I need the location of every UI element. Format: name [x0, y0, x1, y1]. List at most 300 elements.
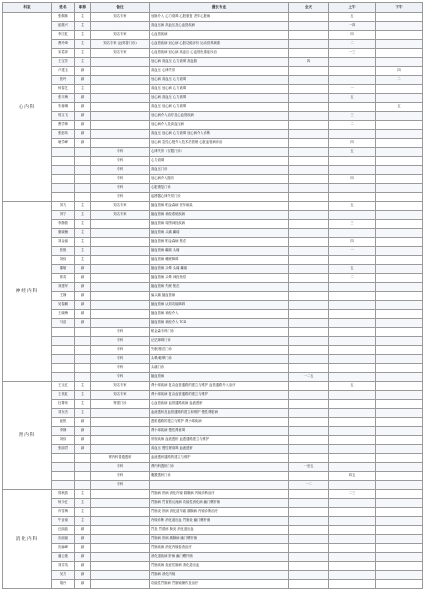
doctor-title-cell: 主: [75, 40, 91, 49]
afternoon-cell: [376, 274, 423, 283]
morning-cell: [329, 427, 376, 436]
all-day-cell: [289, 292, 329, 301]
doctor-title-cell: 主: [75, 13, 91, 22]
note-cell: [91, 112, 150, 121]
doctor-name-cell: 张玲: [52, 76, 75, 85]
note-cell: 知名专家: [91, 202, 150, 211]
note-cell: [91, 274, 150, 283]
table-row: [3, 571, 423, 580]
morning-cell: 五: [329, 148, 376, 157]
specialty-cell: 心血管疾病: [150, 31, 289, 40]
specialty-cell: 肾小球疾病 复杂血管通路的建立与维护 血管通路介入治疗: [150, 382, 289, 391]
all-day-cell: [289, 112, 329, 121]
note-cell: [91, 94, 150, 103]
specialty-cell: 胃肠疾病 消化内镜检查治疗: [150, 544, 289, 553]
afternoon-cell: [376, 463, 423, 472]
specialty-cell: 脑血管病 帕金森病 焦虑: [150, 238, 289, 247]
note-cell: 专科: [91, 157, 150, 166]
doctor-name-cell: 耿学峰: [52, 139, 75, 148]
note-cell: 专科: [91, 328, 150, 337]
afternoon-cell: [376, 238, 423, 247]
note-cell: [91, 436, 150, 445]
table-row: [3, 328, 423, 337]
afternoon-cell: [376, 382, 423, 391]
table-row: [3, 463, 423, 472]
afternoon-cell: [376, 220, 423, 229]
afternoon-cell: [376, 517, 423, 526]
morning-cell: 五: [329, 265, 376, 274]
doctor-title-cell: 副: [75, 427, 91, 436]
specialty-cell: 高血压门诊: [150, 166, 289, 175]
doctor-title-cell: 副: [75, 571, 91, 580]
note-cell: [91, 517, 150, 526]
table-row: [3, 148, 423, 157]
specialty-cell: 胃肠病 肝病 消化内镜 胰腺病 内镜诊断治疗: [150, 490, 289, 499]
table-row: [3, 409, 423, 418]
doctor-name-cell: [52, 166, 75, 175]
table-row: [3, 454, 423, 463]
morning-cell: [329, 400, 376, 409]
doctor-name-cell: 张佩林: [52, 13, 75, 22]
doctor-name-cell: 刘东杰: [52, 409, 75, 418]
doctor-name-cell: [52, 328, 75, 337]
note-cell: [91, 229, 150, 238]
specialty-cell: 冠心病 高血压 心力衰竭: [150, 76, 289, 85]
table-row: [3, 436, 423, 445]
afternoon-cell: [376, 139, 423, 148]
morning-cell: [329, 130, 376, 139]
afternoon-cell: [376, 292, 423, 301]
all-day-cell: [289, 193, 329, 202]
all-day-cell: [289, 148, 329, 157]
morning-cell: [329, 562, 376, 571]
table-row: [3, 40, 423, 49]
doctor-name-cell: [52, 364, 75, 373]
all-day-cell: [289, 211, 329, 220]
all-day-cell: [289, 535, 329, 544]
table-row: [3, 391, 423, 400]
header-dept: 科室: [3, 3, 52, 13]
specialty-cell: 头痛门诊: [150, 364, 289, 373]
table-row: [3, 121, 423, 130]
all-day-cell: 一二: [289, 481, 329, 490]
all-day-cell: [289, 508, 329, 517]
specialty-cell: 心律失常（仅限门诊）: [150, 148, 289, 157]
doctor-name-cell: 杨少红: [52, 499, 75, 508]
note-cell: 专科: [91, 175, 150, 184]
morning-cell: [329, 553, 376, 562]
doctor-title-cell: 主: [75, 508, 91, 517]
doctor-title-cell: 副: [75, 67, 91, 76]
table-row: [3, 166, 423, 175]
doctor-name-cell: 杨春艺: [52, 85, 75, 94]
morning-cell: 四: [329, 139, 376, 148]
morning-cell: [329, 418, 376, 427]
table-row: [3, 193, 423, 202]
doctor-title-cell: 主: [75, 247, 91, 256]
morning-cell: [329, 499, 376, 508]
morning-cell: [329, 355, 376, 364]
table-row: [3, 49, 423, 58]
table-row: [3, 553, 423, 562]
morning-cell: 一三: [329, 49, 376, 58]
table-row: [3, 76, 423, 85]
doctor-title-cell: 副: [75, 103, 91, 112]
afternoon-cell: [376, 283, 423, 292]
afternoon-cell: [376, 202, 423, 211]
doctor-name-cell: 卢建玉: [52, 67, 75, 76]
note-cell: 肾内科普通透析: [91, 454, 150, 463]
afternoon-cell: [376, 49, 423, 58]
afternoon-cell: [376, 526, 423, 535]
afternoon-cell: [376, 247, 423, 256]
specialty-cell: 透析通路的建立与维护 肾小球疾病: [150, 418, 289, 427]
doctor-name-cell: [52, 454, 75, 463]
doctor-name-cell: 王宝芳: [52, 58, 75, 67]
table-row: [3, 310, 423, 319]
table-row: [3, 229, 423, 238]
note-cell: [91, 445, 150, 454]
afternoon-cell: [376, 436, 423, 445]
note-cell: [91, 526, 150, 535]
all-day-cell: [289, 49, 329, 58]
morning-cell: [329, 373, 376, 382]
note-cell: [91, 58, 150, 67]
morning-cell: 三: [329, 220, 376, 229]
all-day-cell: 四: [289, 58, 329, 67]
doctor-title-cell: 副: [75, 526, 91, 535]
doctor-title-cell: [75, 481, 91, 490]
doctor-name-cell: 崔继兴: [52, 22, 75, 31]
table-row: [3, 85, 423, 94]
specialty-cell: 胃肠炎 肝病 消化道早癌 胰腺病 内镜诊断治疗: [150, 508, 289, 517]
doctor-name-cell: [52, 481, 75, 490]
doctor-title-cell: 主: [75, 256, 91, 265]
note-cell: [91, 76, 150, 85]
morning-cell: [329, 211, 376, 220]
doctor-title-cell: [75, 148, 91, 157]
doctor-name-cell: 刘伟: [52, 436, 75, 445]
morning-cell: 三: [329, 112, 376, 121]
note-cell: 知名专家: [91, 382, 150, 391]
table-row: [3, 157, 423, 166]
note-cell: 专科: [91, 148, 150, 157]
doctor-title-cell: 副: [75, 283, 91, 292]
doctor-name-cell: 汪丽晶: [52, 526, 75, 535]
morning-cell: [329, 526, 376, 535]
note-cell: 专科: [91, 472, 150, 481]
doctor-title-cell: [75, 454, 91, 463]
specialty-cell: 心血管疾病 血管通路疾病 血液透析: [150, 400, 289, 409]
all-day-cell: [289, 265, 329, 274]
doctor-name-cell: [52, 175, 75, 184]
doctor-title-cell: [75, 166, 91, 175]
specialty-cell: 脑血管病 癫痫 头痛: [150, 247, 289, 256]
table-row: [3, 490, 423, 499]
all-day-cell: [289, 427, 329, 436]
note-cell: [91, 310, 150, 319]
doctor-title-cell: [75, 184, 91, 193]
doctor-name-cell: 刘力: [52, 202, 75, 211]
afternoon-cell: [376, 175, 423, 184]
specialty-cell: 冠脉介入 心力衰竭 心脏康复 老年心脏病: [150, 13, 289, 22]
specialty-cell: 脑血管病 神经系统疾病: [150, 211, 289, 220]
doctor-title-cell: [75, 355, 91, 364]
doctor-name-cell: 王英虹: [52, 391, 75, 400]
morning-cell: [329, 409, 376, 418]
afternoon-cell: [376, 58, 423, 67]
note-cell: 知名专家: [91, 211, 150, 220]
all-day-cell: [289, 571, 329, 580]
afternoon-cell: [376, 571, 423, 580]
table-row: [3, 562, 423, 571]
doctor-title-cell: [75, 193, 91, 202]
doctor-title-cell: [75, 373, 91, 382]
morning-cell: [329, 184, 376, 193]
afternoon-cell: [376, 301, 423, 310]
doctor-title-cell: 主: [75, 499, 91, 508]
afternoon-cell: [376, 364, 423, 373]
table-row: [3, 139, 423, 148]
note-cell: 专科: [91, 193, 150, 202]
morning-cell: [329, 58, 376, 67]
table-row: [3, 67, 423, 76]
all-day-cell: [289, 517, 329, 526]
afternoon-cell: [376, 355, 423, 364]
doctor-name-cell: [52, 373, 75, 382]
all-day-cell: [289, 400, 329, 409]
note-cell: [91, 238, 150, 247]
all-day-cell: [289, 580, 329, 589]
all-day-cell: [289, 256, 329, 265]
doctor-title-cell: 副: [75, 112, 91, 121]
specialty-cell: 冠心病介入治疗及心血管疾病: [150, 112, 289, 121]
specialty-cell: 脑血管病 帕金森病 老年痴呆: [150, 202, 289, 211]
all-day-cell: [289, 499, 329, 508]
table-row: [3, 580, 423, 589]
specialty-cell: 偏头痛 脑血管病: [150, 292, 289, 301]
afternoon-cell: [376, 562, 423, 571]
note-cell: [91, 67, 150, 76]
doctor-name-cell: 刘金丽: [52, 238, 75, 247]
note-cell: 专科: [91, 337, 150, 346]
morning-cell: 五: [329, 202, 376, 211]
table-row: [3, 364, 423, 373]
doctor-name-cell: 郭英: [52, 274, 75, 283]
all-day-cell: [289, 40, 329, 49]
afternoon-cell: [376, 373, 423, 382]
specialty-cell: 脑血管病 神经介入: [150, 310, 289, 319]
table-row: [3, 202, 423, 211]
specialty-cell: 冠心病 高血压 心力衰竭: [150, 94, 289, 103]
all-day-cell: [289, 31, 329, 40]
afternoon-cell: [376, 427, 423, 436]
afternoon-cell: [376, 22, 423, 31]
note-cell: [91, 571, 150, 580]
all-day-cell: [289, 94, 329, 103]
note-cell: 知名专家: [91, 49, 150, 58]
all-day-cell: [289, 310, 329, 319]
morning-cell: [329, 508, 376, 517]
all-day-cell: [289, 202, 329, 211]
table-row: [3, 535, 423, 544]
doctor-name-cell: 马浩: [52, 319, 75, 328]
afternoon-cell: [376, 166, 423, 175]
specialty-cell: [150, 481, 289, 490]
morning-cell: 一: [329, 85, 376, 94]
specialty-cell: 脑血管病 睡眠障碍: [150, 256, 289, 265]
doctor-title-cell: 主: [75, 202, 91, 211]
table-row: [3, 112, 423, 121]
morning-cell: [329, 571, 376, 580]
doctor-title-cell: 副: [75, 265, 91, 274]
afternoon-cell: [376, 13, 423, 22]
morning-cell: 五: [329, 94, 376, 103]
table-row: [3, 265, 423, 274]
table-row: [3, 22, 423, 31]
note-cell: [91, 553, 150, 562]
all-day-cell: [289, 22, 329, 31]
doctor-title-cell: 主: [75, 490, 91, 499]
afternoon-cell: [376, 31, 423, 40]
doctor-title-cell: 主: [75, 211, 91, 220]
specialty-cell: 失眠/焦虑门诊: [150, 346, 289, 355]
doctor-title-cell: [75, 175, 91, 184]
doctor-title-cell: 副: [75, 274, 91, 283]
afternoon-cell: [376, 472, 423, 481]
specialty-cell: 胃肠疾病 炎症性肠病 消化道出血: [150, 562, 289, 571]
specialty-cell: 脑血管病 神经介入 TCD: [150, 319, 289, 328]
table-row: [3, 481, 423, 490]
note-cell: [91, 499, 150, 508]
note-cell: [91, 301, 150, 310]
table-row: [3, 283, 423, 292]
afternoon-cell: [376, 40, 423, 49]
specialty-cell: 胃炎 胃溃疡 肠炎 消化道出血: [150, 526, 289, 535]
afternoon-cell: [376, 256, 423, 265]
doctor-name-cell: 牛亚南: [52, 517, 75, 526]
doctor-name-cell: [52, 346, 75, 355]
morning-cell: 四: [329, 175, 376, 184]
specialty-cell: 胃肠病 胃食管反流病 功能性消化病 幽门螺杆菌: [150, 499, 289, 508]
all-day-cell: [289, 445, 329, 454]
table-row: [3, 238, 423, 247]
all-day-cell: [289, 346, 329, 355]
table-row: [3, 247, 423, 256]
morning-cell: [329, 481, 376, 490]
doctor-title-cell: [75, 157, 91, 166]
table-row: [3, 175, 423, 184]
afternoon-cell: [376, 580, 423, 589]
specialty-cell: 冠心病 急性心梗介入技术后管理 心脏血管病诊治: [150, 139, 289, 148]
table-row: [3, 400, 423, 409]
header-afternoon: 下午: [376, 3, 423, 13]
morning-cell: 五: [329, 382, 376, 391]
note-cell: [91, 121, 150, 130]
doctor-title-cell: 主: [75, 400, 91, 409]
specialty-cell: 内镜诊断 消化道出血 胃肠炎 幽门螺杆菌: [150, 517, 289, 526]
doctor-title-cell: 主: [75, 49, 91, 58]
doctor-name-cell: 宋葛萍: [52, 49, 75, 58]
doctor-title-cell: 主: [75, 238, 91, 247]
specialty-cell: 帕金森专科门诊: [150, 328, 289, 337]
all-day-cell: [289, 247, 329, 256]
note-cell: [91, 535, 150, 544]
doctor-title-cell: 副: [75, 535, 91, 544]
morning-cell: [329, 193, 376, 202]
doctor-name-cell: 张彭玮: [52, 130, 75, 139]
morning-cell: 四: [329, 31, 376, 40]
specialty-cell: 消化道疾病 肝病 幽门螺杆菌: [150, 553, 289, 562]
doctor-title-cell: 主: [75, 31, 91, 40]
afternoon-cell: [376, 130, 423, 139]
table-row: [3, 319, 423, 328]
all-day-cell: [289, 13, 329, 22]
doctor-title-cell: 副: [75, 121, 91, 130]
note-cell: [91, 418, 150, 427]
all-day-cell: [289, 157, 329, 166]
morning-cell: [329, 292, 376, 301]
note-cell: 专科: [91, 373, 150, 382]
specialty-cell: 高血压 冠心病 心力衰竭: [150, 85, 289, 94]
header-note: 备注: [91, 3, 150, 13]
specialty-cell: 头晕/眩晕门诊: [150, 355, 289, 364]
afternoon-cell: [376, 229, 423, 238]
afternoon-cell: [376, 85, 423, 94]
specialty-cell: 心脏康复门诊: [150, 184, 289, 193]
doctor-title-cell: 主: [75, 229, 91, 238]
table-row: [3, 220, 423, 229]
note-cell: [91, 508, 150, 517]
morning-cell: [329, 535, 376, 544]
doctor-name-cell: 张艳: [52, 247, 75, 256]
table-row: [3, 301, 423, 310]
doctor-name-cell: [52, 148, 75, 157]
afternoon-cell: [376, 157, 423, 166]
afternoon-cell: [376, 418, 423, 427]
header-specialty: 擅长专业: [150, 3, 289, 13]
morning-cell: 二: [329, 121, 376, 130]
schedule-body: [3, 13, 423, 589]
afternoon-cell: [376, 481, 423, 490]
specialty-cell: 脑血管病 头痛 癫痫: [150, 229, 289, 238]
doctor-title-cell: 主: [75, 22, 91, 31]
morning-cell: [329, 310, 376, 319]
note-cell: [91, 562, 150, 571]
all-day-cell: [289, 436, 329, 445]
table-row: [3, 427, 423, 436]
doctor-name-cell: 张丽君: [52, 445, 75, 454]
all-day-cell: [289, 382, 329, 391]
afternoon-cell: [376, 148, 423, 157]
note-cell: 专科: [91, 166, 150, 175]
doctor-name-cell: 朱蓉琳: [52, 103, 75, 112]
doctor-title-cell: 主: [75, 58, 91, 67]
specialty-cell: 脑血管病 失眠 焦虑: [150, 283, 289, 292]
doctor-title-cell: 副: [75, 130, 91, 139]
afternoon-cell: [376, 184, 423, 193]
doctor-name-cell: [52, 337, 75, 346]
specialty-cell: 血液透析通路的建立与维护: [150, 454, 289, 463]
specialty-cell: 腹膜透析门诊: [150, 472, 289, 481]
afternoon-cell: [376, 544, 423, 553]
afternoon-cell: [376, 490, 423, 499]
note-cell: [91, 319, 150, 328]
doctor-name-cell: 李静: [52, 427, 75, 436]
doctor-title-cell: 副: [75, 436, 91, 445]
doctor-name-cell: 肖雪梅: [52, 508, 75, 517]
morning-cell: 一: [329, 247, 376, 256]
